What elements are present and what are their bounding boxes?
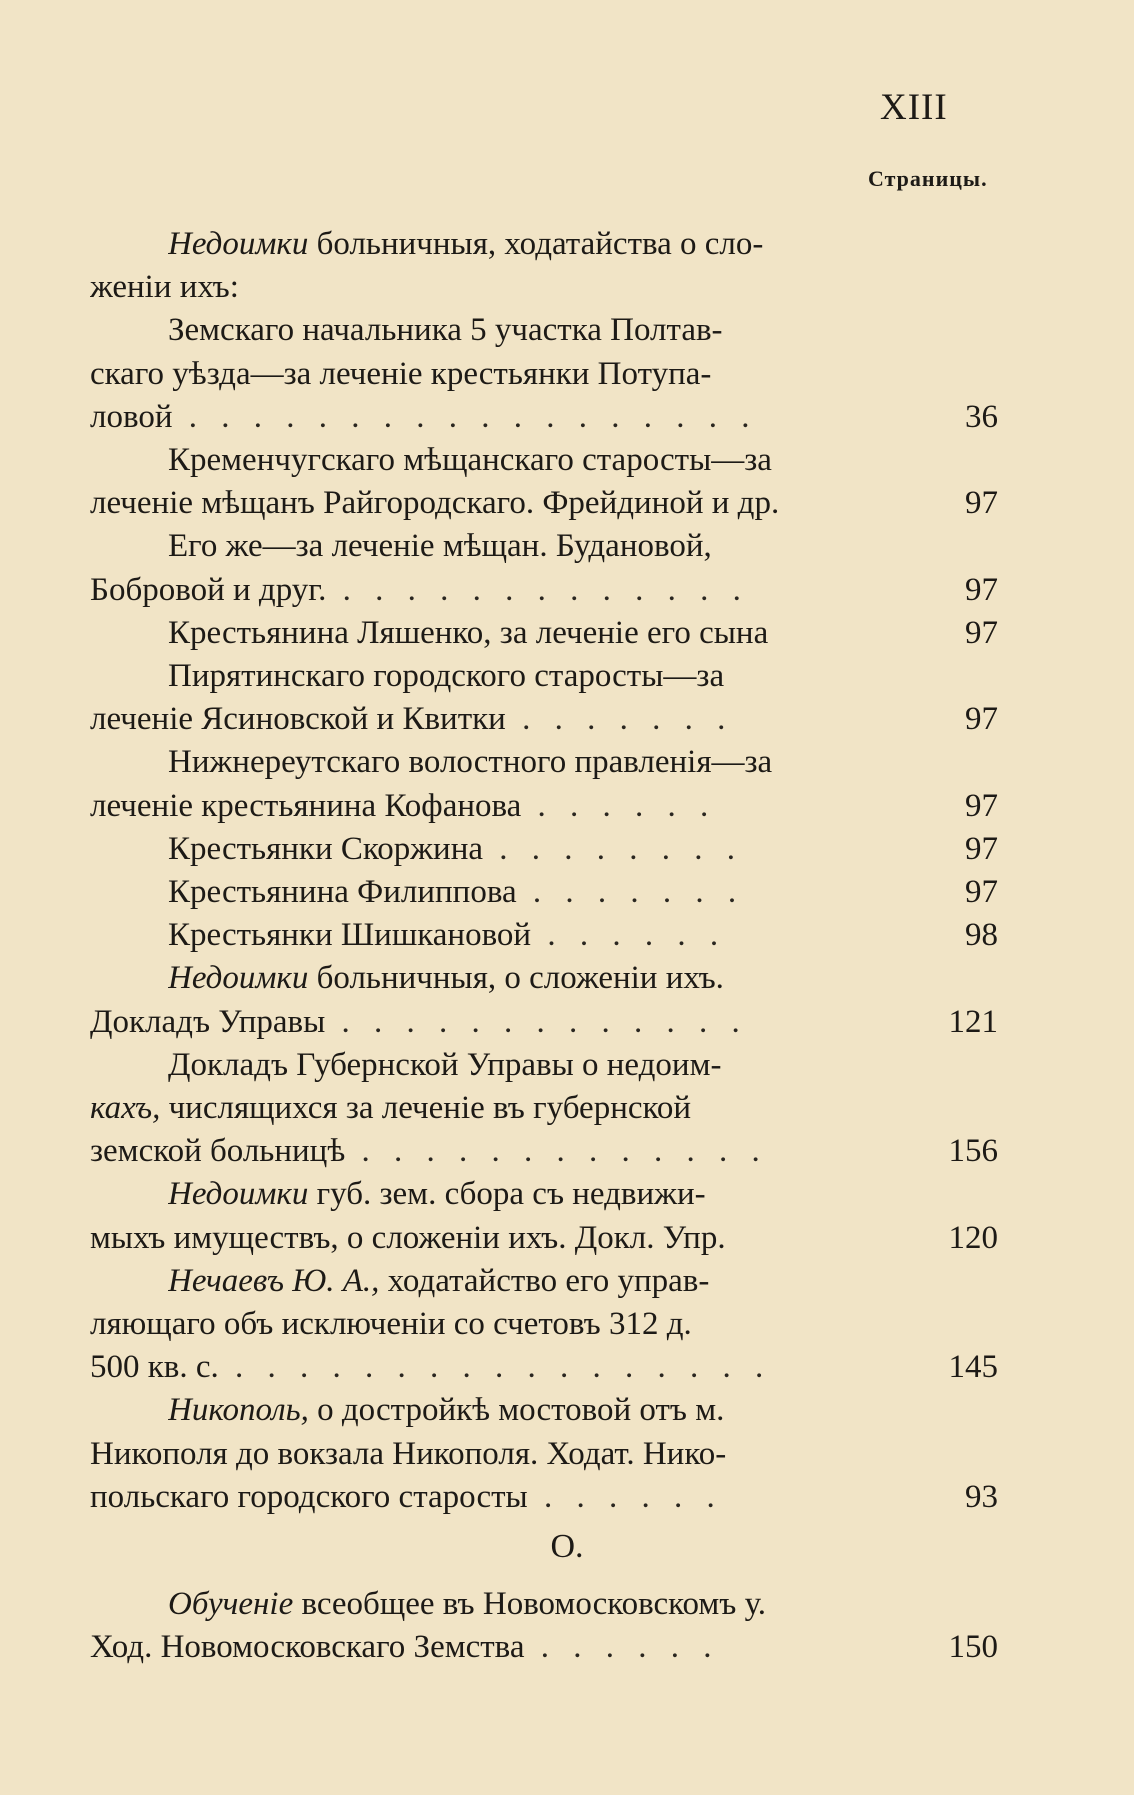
italic-heading: Недоимки <box>168 960 309 997</box>
index-line <box>0 611 1134 655</box>
leader-dots: . . . . . . <box>524 1629 720 1666</box>
index-line-text <box>168 654 850 698</box>
line-text: больничныя, ходатайства о сло- <box>308 226 764 262</box>
index-line-text <box>90 1129 850 1173</box>
line-text: Кременчугскаго мѣщанскаго старосты—за <box>168 442 772 478</box>
page-reference: 93 <box>965 1478 998 1515</box>
page-reference: 120 <box>948 1219 998 1256</box>
page-reference: 97 <box>965 701 998 738</box>
page-reference: 121 <box>948 1003 998 1040</box>
index-line <box>0 1043 1134 1087</box>
leader-dots: . . . . . . <box>527 1478 723 1515</box>
leader-dots: . . . . . . . . . . . . . <box>325 1003 748 1040</box>
line-text: Его же—за леченіе мѣщан. Будановой, <box>168 528 712 565</box>
leader-dots: . . . . . . . . . . . . . . . . . <box>218 1349 772 1386</box>
index-line <box>0 265 1134 309</box>
index-line <box>0 1582 1134 1626</box>
italic-heading: Никополь, <box>168 1392 309 1429</box>
index-line-text <box>90 1302 850 1346</box>
index-line <box>0 740 1134 784</box>
leader-dots: . . . . . . . <box>505 701 734 738</box>
italic-heading: кахъ, <box>90 1090 161 1126</box>
line-text: Бобровой и друг. <box>90 571 327 608</box>
index-line-text <box>168 1388 850 1432</box>
index-line-text <box>168 1172 850 1216</box>
leader-dots: . . . . . . . . . . . . . <box>345 1133 768 1170</box>
line-text: ловой <box>90 398 173 435</box>
line-text: леченіе крестьянина Кофанова <box>90 787 522 824</box>
leader-dots: . . . . . . <box>531 917 727 954</box>
line-text: Пирятинскаго городского старосты—за <box>168 658 725 694</box>
line-text: всеобщее въ Новомосковскомъ у. <box>293 1586 767 1622</box>
index-line-text <box>168 1582 850 1626</box>
italic-heading: Обученіе <box>168 1586 294 1622</box>
index-line-text <box>90 1086 850 1130</box>
line-text: Докладъ Губернской Управы о недоим- <box>168 1046 722 1083</box>
index-line <box>0 438 1134 482</box>
index-line <box>0 1345 1134 1389</box>
index-line <box>0 352 1134 396</box>
line-text: о достройкѣ мостовой отъ м. <box>308 1392 725 1429</box>
italic-heading: Недоимки <box>168 226 309 262</box>
page-reference: 97 <box>965 830 998 867</box>
line-text: польскаго городского старосты <box>90 1478 528 1515</box>
index-line-text <box>168 611 850 655</box>
index-line <box>0 1129 1134 1173</box>
index-line <box>0 956 1134 1000</box>
index-line <box>0 827 1134 871</box>
line-text: ходатайство его управ- <box>379 1262 710 1299</box>
index-line <box>0 481 1134 525</box>
index-line-text <box>90 568 850 612</box>
index-line <box>0 222 1134 266</box>
page-reference: 97 <box>965 614 998 651</box>
page-reference: 145 <box>948 1349 998 1386</box>
line-text: Крестьянина Ляшенко, за леченіе его сына <box>168 614 769 651</box>
index-line-text <box>168 740 850 784</box>
index-line <box>0 697 1134 741</box>
index-line-text <box>90 1216 850 1260</box>
italic-heading: Нечаевъ Ю. А., <box>168 1262 380 1299</box>
index-line <box>0 1302 1134 1346</box>
leader-dots: . . . . . . . . . . . . . . . . . . <box>172 398 758 435</box>
index-line-text <box>90 481 850 525</box>
line-text: леченіе мѣщанъ Райгородскаго. Фрейдиной и др. <box>90 485 780 522</box>
page-number: XIII <box>880 87 948 128</box>
column-header: Страницы. <box>868 166 988 191</box>
page-reference: 97 <box>965 485 998 522</box>
index-line-text <box>168 956 850 1000</box>
line-text: Нижнереутскаго волостного правленія—за <box>168 744 773 781</box>
index-line-text <box>90 1432 850 1476</box>
page-reference: 156 <box>948 1133 998 1170</box>
index-line-text <box>90 784 850 828</box>
leader-dots: . . . . . . <box>521 787 717 824</box>
index-line <box>0 1172 1134 1216</box>
line-text: мыхъ имуществъ, о сложеніи ихъ. Докл. Упр. <box>90 1219 726 1256</box>
page-reference: 36 <box>965 398 998 435</box>
line-text: женіи ихъ: <box>90 269 239 306</box>
line-text: больничныя, о сложеніи ихъ. <box>308 960 724 997</box>
index-line-text <box>168 222 850 266</box>
line-text: леченіе Ясиновской и Квитки <box>90 701 506 738</box>
index-line <box>0 1475 1134 1519</box>
index-line-text <box>90 1475 850 1519</box>
italic-heading: Недоимки <box>168 1176 309 1213</box>
index-line-text <box>168 870 850 914</box>
line-text: 500 кв. с. <box>90 1349 219 1386</box>
line-text: Земскаго начальника 5 участка Полтав- <box>168 312 723 349</box>
index-line <box>0 870 1134 914</box>
index-line <box>0 1388 1134 1432</box>
line-text: Крестьянки Шишкановой <box>168 917 532 954</box>
line-text: Крестьянина Филиппова <box>168 874 517 910</box>
page-reference: 97 <box>965 787 998 824</box>
page-reference: 150 <box>948 1629 998 1666</box>
page-reference: 97 <box>965 571 998 608</box>
index-line <box>0 308 1134 352</box>
line-text: Никополя до вокзала Никополя. Ходат. Нико- <box>90 1435 727 1472</box>
index-line <box>0 1086 1134 1130</box>
index-line <box>0 568 1134 612</box>
index-line <box>0 1432 1134 1476</box>
index-line-text <box>168 438 850 482</box>
line-text: скаго уѣзда—за леченіе крестьянки Потупа- <box>90 355 712 392</box>
index-line <box>0 1216 1134 1260</box>
line-text: Докладъ Управы <box>90 1003 326 1040</box>
index-line-text <box>168 1043 850 1087</box>
page-reference: 97 <box>965 874 998 910</box>
leader-dots: . . . . . . . . <box>483 830 744 867</box>
index-line-text <box>90 1000 850 1044</box>
leader-dots: . . . . . . . . . . . . . <box>326 571 749 608</box>
line-text: Крестьянки Скоржина <box>168 830 484 867</box>
index-line-text <box>168 524 850 568</box>
line-text: числящихся за леченіе въ губернской <box>160 1090 692 1126</box>
index-line <box>0 913 1134 957</box>
index-line-text <box>168 827 850 871</box>
line-text: земской больницѣ <box>90 1133 346 1170</box>
line-text: ляющаго объ исключеніи со счетовъ 312 д. <box>90 1306 692 1342</box>
index-line-text <box>90 395 850 439</box>
index-line-text <box>90 265 850 309</box>
line-text: Ход. Новомосковскаго Земства <box>90 1629 525 1666</box>
page-reference: 98 <box>965 917 998 954</box>
index-line-text <box>168 308 850 352</box>
index-line <box>0 395 1134 439</box>
leader-dots: . . . . . . . <box>516 874 745 910</box>
line-text: губ. зем. сбора съ недвижи- <box>308 1176 706 1213</box>
section-letter: О. <box>550 1528 584 1565</box>
index-line <box>0 1000 1134 1044</box>
index-line <box>0 1625 1134 1669</box>
index-line-text <box>90 697 850 741</box>
index-line-text <box>168 1259 850 1303</box>
index-line <box>0 524 1134 568</box>
index-line <box>0 654 1134 698</box>
index-line-text <box>90 1345 850 1389</box>
index-line-text <box>168 913 850 957</box>
index-line-text <box>90 352 850 396</box>
index-line-text <box>90 1625 850 1669</box>
index-line <box>0 1259 1134 1303</box>
index-line <box>0 784 1134 828</box>
